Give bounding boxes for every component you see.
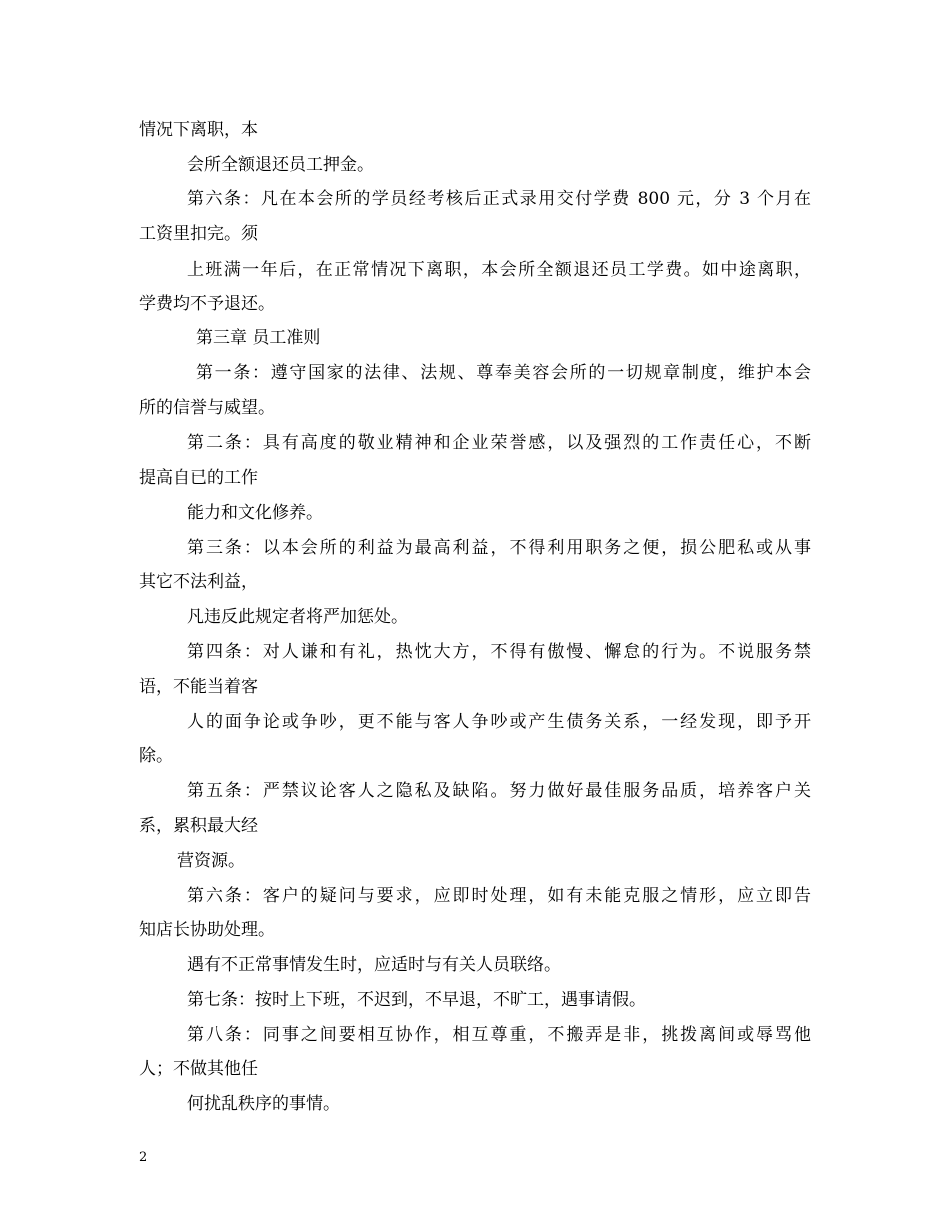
text-line: 上班满一年后，在正常情况下离职，本会所全额退还员工学费。如中途离职， — [187, 260, 811, 280]
text-line: 第四条：对人谦和有礼，热忱大方，不得有傲慢、懈怠的行为。不说服务禁 — [187, 642, 811, 662]
text-line: 第二条：具有高度的敬业精神和企业荣誉感，以及强烈的工作责任心，不断 — [187, 433, 811, 453]
text-line: 工资里扣完。须 — [139, 224, 258, 244]
text-line: 营资源。 — [177, 851, 245, 871]
text-line: 能力和文化修养。 — [187, 503, 323, 523]
text-line: 知店长协助处理。 — [139, 920, 275, 940]
text-line: 人的面争论或争吵，更不能与客人争吵或产生债务关系，一经发现，即予开 — [187, 712, 811, 732]
text-line: 第五条：严禁议论客人之隐私及缺陷。努力做好最佳服务品质，培养客户关 — [187, 781, 811, 801]
text-line: 会所全额退还员工押金。 — [187, 155, 374, 175]
text-line: 情况下离职，本 — [139, 120, 258, 140]
text-line: 凡违反此规定者将严加惩处。 — [187, 607, 408, 627]
text-line: 第三条：以本会所的利益为最高利益，不得利用职务之便，损公肥私或从事 — [187, 538, 811, 558]
text-line: 第六条：凡在本会所的学员经考核后正式录用交付学费 800 元，分 3 个月在 — [187, 189, 811, 209]
text-line: 系，累积最大经 — [139, 816, 258, 836]
text-line: 第六条：客户的疑问与要求，应即时处理，如有未能克服之情形，应立即告 — [187, 886, 811, 906]
text-line: 遇有不正常事情发生时，应适时与有关人员联络。 — [187, 955, 561, 975]
text-line: 第一条：遵守国家的法律、法规、尊奉美容会所的一切规章制度，维护本会 — [196, 363, 811, 383]
text-line: 第八条：同事之间要相互协作，相互尊重，不搬弄是非，挑拨离间或辱骂他 — [187, 1025, 811, 1045]
text-line: 提高自已的工作 — [139, 468, 258, 488]
text-line: 所的信誉与威望。 — [139, 398, 275, 418]
page-number: 2 — [139, 1150, 148, 1165]
text-line: 其它不法利益， — [139, 572, 258, 592]
chapter-heading: 第三章 员工准则 — [196, 328, 321, 348]
text-line: 语，不能当着客 — [139, 677, 258, 697]
text-line: 学费均不予退还。 — [139, 294, 275, 314]
text-line: 何扰乱秩序的事情。 — [187, 1094, 340, 1114]
text-line: 除。 — [139, 746, 173, 766]
text-line: 第七条：按时上下班，不迟到，不早退，不旷工，遇事请假。 — [187, 990, 646, 1010]
text-line: 人；不做其他任 — [139, 1059, 258, 1079]
